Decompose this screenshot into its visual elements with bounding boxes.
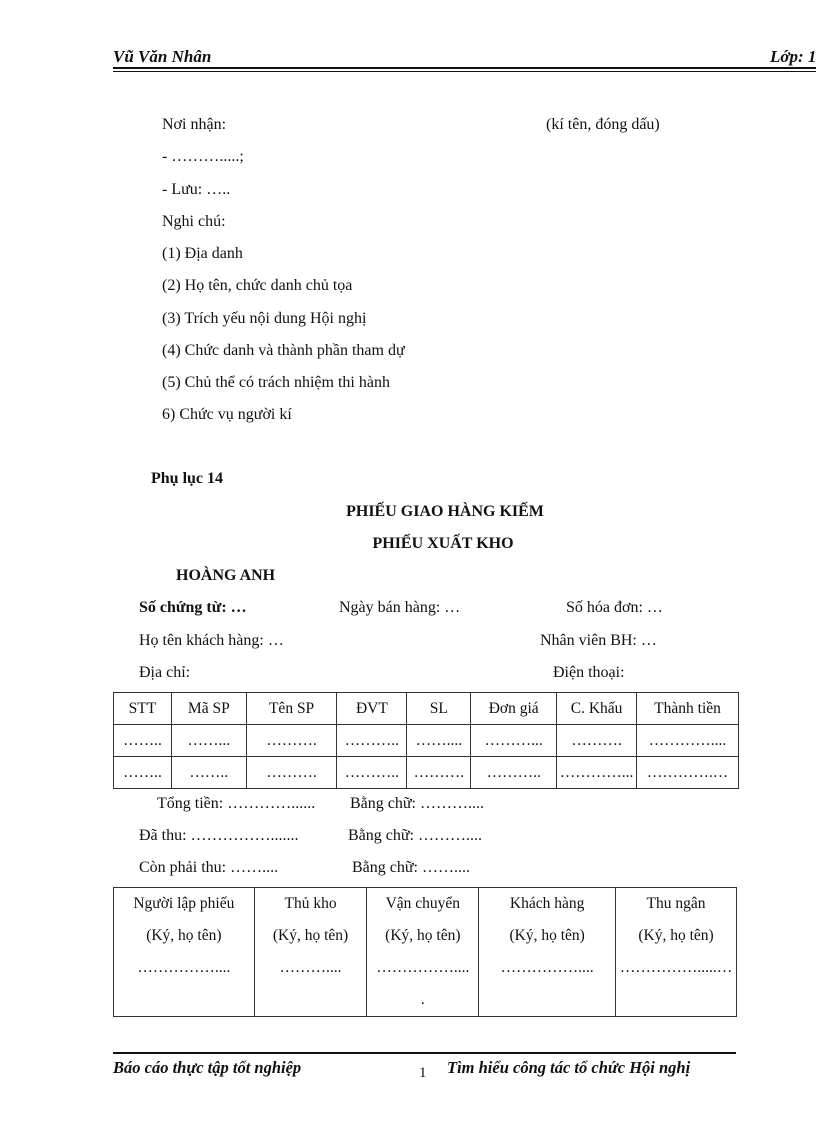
form-title-1: PHIẾU GIAO HÀNG KIẾM bbox=[346, 503, 544, 520]
signature-line: …………….... bbox=[367, 952, 479, 984]
page-number: 1 bbox=[419, 1065, 427, 1081]
signature-instruction: (Ký, họ tên) bbox=[114, 920, 255, 952]
column-header: Mã SP bbox=[171, 693, 246, 725]
column-header: Tên SP bbox=[246, 693, 337, 725]
recipients-label: Nơi nhận: bbox=[162, 116, 227, 133]
header-class: Lớp: 1 bbox=[770, 47, 816, 66]
paid-in-words: Bằng chữ: ……….... bbox=[348, 827, 482, 844]
column-header: C. Khấu bbox=[557, 693, 637, 725]
footer-rule bbox=[113, 1052, 736, 1054]
remaining-amount: Còn phải thu: …….... bbox=[139, 859, 279, 876]
signature-role: Vận chuyển bbox=[367, 888, 479, 921]
goods-table bbox=[113, 692, 739, 789]
recipient-2: - Lưu: ….. bbox=[162, 181, 231, 198]
column-header: SL bbox=[407, 693, 471, 725]
remaining-in-words: Bằng chữ: …….... bbox=[352, 859, 470, 876]
note-item: (5) Chủ thể có trách nhiệm thi hành bbox=[162, 374, 390, 391]
footer-left: Báo cáo thực tập tốt nghiệp bbox=[113, 1058, 302, 1077]
table-cell: ………... bbox=[471, 725, 557, 757]
header-rule bbox=[113, 67, 816, 69]
signature-instruction: (Ký, họ tên) bbox=[367, 920, 479, 952]
signature-role: Người lập phiếu bbox=[114, 888, 255, 921]
signature-role: Khách hàng bbox=[479, 888, 616, 921]
table-row bbox=[114, 757, 739, 789]
table-cell: ……….. bbox=[337, 725, 407, 757]
form-title-2: PHIẾU XUẤT KHO bbox=[372, 535, 514, 552]
column-header: Thành tiền bbox=[637, 693, 739, 725]
signature-blank bbox=[616, 984, 737, 1017]
sale-date: Ngày bán hàng: … bbox=[339, 599, 461, 616]
note-item: (1) Địa danh bbox=[162, 245, 243, 262]
table-header-row bbox=[114, 693, 739, 725]
note-item: (3) Trích yếu nội dung Hội nghị bbox=[162, 310, 367, 327]
salesperson: Nhân viên BH: … bbox=[540, 632, 657, 649]
table-cell: …………... bbox=[557, 757, 637, 789]
recipient-1: - ……….....; bbox=[162, 148, 244, 165]
table-cell: …….... bbox=[407, 725, 471, 757]
table-cell: …….. bbox=[114, 725, 172, 757]
signature-sub-row bbox=[114, 920, 737, 952]
invoice-number: Số hóa đơn: … bbox=[566, 599, 663, 616]
signature-role-row bbox=[114, 888, 737, 921]
paid-amount: Đã thu: ……………....... bbox=[139, 827, 299, 844]
note-item: 6) Chức vụ người kí bbox=[162, 406, 292, 423]
total-amount: Tổng tiền: …………...... bbox=[157, 795, 316, 812]
table-row bbox=[114, 725, 739, 757]
appendix-label: Phụ lục 14 bbox=[151, 470, 224, 487]
total-in-words: Bằng chữ: ……….... bbox=[350, 795, 484, 812]
signature-role: Thu ngân bbox=[616, 888, 737, 921]
table-cell: ………. bbox=[246, 757, 337, 789]
table-cell: ………….… bbox=[637, 757, 739, 789]
signature-dots-row bbox=[114, 952, 737, 984]
signature-role: Thủ kho bbox=[254, 888, 367, 921]
table-cell: …….. bbox=[114, 757, 172, 789]
signature-line: ……….... bbox=[254, 952, 367, 984]
note-item: (2) Họ tên, chức danh chủ tọa bbox=[162, 277, 353, 294]
column-header: ĐVT bbox=[337, 693, 407, 725]
column-header: Đơn giá bbox=[471, 693, 557, 725]
signature-blank bbox=[479, 984, 616, 1017]
signature-instruction: (Ký, họ tên) bbox=[479, 920, 616, 952]
header-author: Vũ Văn Nhân bbox=[113, 47, 212, 66]
table-cell: …….. bbox=[171, 757, 246, 789]
footer-right: Tìm hiểu công tác tổ chức Hội nghị bbox=[447, 1058, 691, 1077]
signature-table bbox=[113, 887, 737, 1017]
signature-instruction: (Ký, họ tên) bbox=[254, 920, 367, 952]
signature-instruction: (Ký, họ tên) bbox=[616, 920, 737, 952]
signature-line: …………….....… bbox=[616, 952, 737, 984]
address: Địa chỉ: bbox=[139, 664, 191, 681]
column-header: STT bbox=[114, 693, 172, 725]
header-rule-thin bbox=[113, 71, 816, 72]
company-name: HOÀNG ANH bbox=[176, 567, 276, 584]
customer-name: Họ tên khách hàng: … bbox=[139, 632, 284, 649]
table-cell: ………. bbox=[246, 725, 337, 757]
note-item: (4) Chức danh và thành phần tham dự bbox=[162, 342, 405, 359]
table-cell: ……….. bbox=[337, 757, 407, 789]
signature-extra-mark: . bbox=[367, 984, 479, 1017]
signature-label: (kí tên, đóng dấu) bbox=[546, 116, 660, 133]
signature-line: …………….... bbox=[114, 952, 255, 984]
table-cell: ……….. bbox=[471, 757, 557, 789]
signature-blank bbox=[114, 984, 255, 1017]
signature-extra-row bbox=[114, 984, 737, 1017]
signature-blank bbox=[254, 984, 367, 1017]
doc-number: Số chứng từ: … bbox=[139, 599, 247, 616]
table-cell: ………. bbox=[557, 725, 637, 757]
note-label: Nghi chú: bbox=[162, 213, 226, 230]
table-cell: ………. bbox=[407, 757, 471, 789]
table-cell: ……... bbox=[171, 725, 246, 757]
phone: Điện thoại: bbox=[553, 664, 625, 681]
table-cell: ………….... bbox=[637, 725, 739, 757]
signature-line: …………….... bbox=[479, 952, 616, 984]
